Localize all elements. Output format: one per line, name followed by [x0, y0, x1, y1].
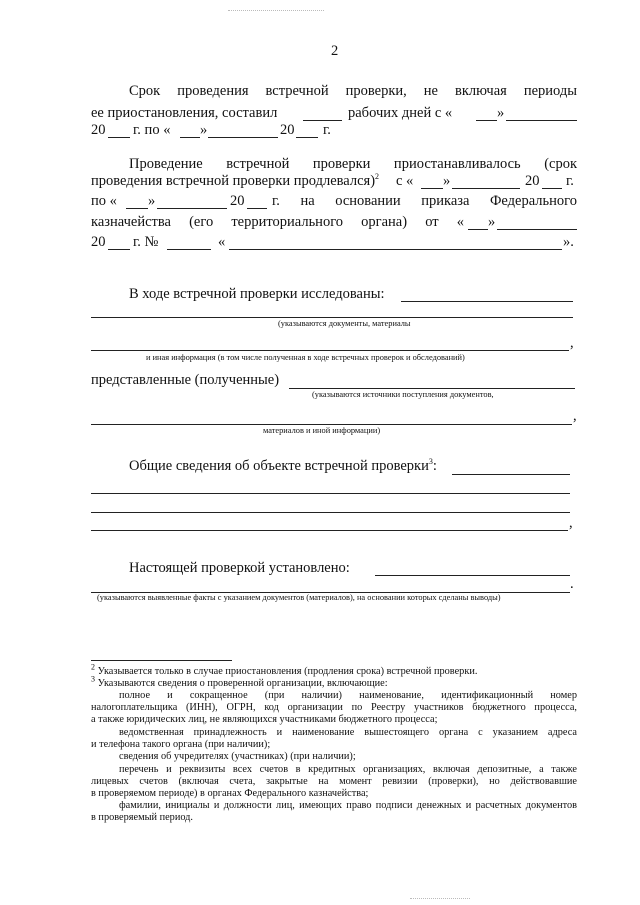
general-field-1[interactable]	[452, 474, 570, 475]
examined-field-1[interactable]	[401, 301, 573, 302]
scan-mark	[228, 10, 324, 11]
footnote-item1-line3: а также юридических лиц, не являющихся участниками бюджетного процесса;	[91, 714, 438, 725]
footnote-ref-2: 2	[375, 172, 380, 182]
established-field-1[interactable]	[375, 575, 570, 576]
start-year-field[interactable]	[108, 137, 130, 138]
period: .	[570, 576, 574, 592]
suspend-end-day-field[interactable]	[126, 208, 148, 209]
days-count-field[interactable]	[303, 120, 342, 121]
order-day-field[interactable]	[468, 229, 488, 230]
footnote-item5-line2: в проверяемый период.	[91, 812, 193, 823]
caption-documents: (указываются документы, материалы	[278, 319, 411, 328]
suspend-end-year-field[interactable]	[247, 208, 267, 209]
examined-heading: В ходе встречной проверки исследованы:	[129, 286, 385, 302]
provided-label: представленные (полученные)	[91, 372, 280, 388]
end-year-field[interactable]	[296, 137, 318, 138]
para1-line3-to: г. по «	[133, 122, 171, 138]
comma: ,	[570, 335, 574, 351]
suspend-start-year-field[interactable]	[542, 188, 562, 189]
order-month-field[interactable]	[497, 229, 577, 230]
footnote-item2-line2: и телефона такого органа (при наличии);	[91, 739, 271, 750]
para2-from: с «	[396, 173, 414, 189]
para1-line1: Срок проведения встречной проверки, не включая периоды	[129, 83, 577, 99]
comma: ,	[573, 408, 577, 424]
para2-line1: Проведение встречной проверки приостанавливалось (срок	[129, 156, 577, 172]
order-number-label: г. №	[133, 234, 159, 250]
examined-field-2[interactable]	[91, 317, 573, 318]
para2-line3-order: г. на основании приказа Федерального	[272, 193, 577, 209]
caption-materials: материалов и иной информации)	[263, 426, 381, 435]
footnote-item4-line2: лицевых счетов (включая счета, закрытые на момент ревизии (проверки), но действовавшие	[91, 776, 577, 787]
footnote-item1-line2: налогоплательщика (ИНН), ОГРН, код организации по Реестру участников бюджетного процесса,	[91, 702, 577, 713]
quote-close: »	[200, 122, 208, 138]
page-number: 2	[331, 43, 339, 59]
footnote-2: $^2$ Указывается только в случае приостановления (продления срока) встречной проверки.	[91, 662, 478, 677]
footnote-separator	[91, 660, 232, 661]
para1-line2-days: рабочих дней с «	[348, 105, 453, 121]
para2-line4-text: казначейства (его территориального органа) от «	[91, 214, 464, 230]
quote-close: »	[148, 193, 156, 209]
established-heading: Настоящей проверкой установлено:	[129, 560, 350, 576]
caption-facts: (указываются выявленные факты с указанием документов (материалов), на основании которых сделаны выводы)	[97, 593, 501, 602]
para1-line2-text: ее приостановления, составил	[91, 105, 278, 121]
order-year-field[interactable]	[108, 249, 130, 250]
year-prefix: 20	[280, 122, 295, 138]
quote-close-period: ».	[563, 234, 574, 250]
general-heading: Общие сведения об объекте встречной проверки$^3$:	[129, 457, 437, 474]
order-number-field[interactable]	[167, 249, 211, 250]
start-month-field[interactable]	[506, 120, 577, 121]
start-day-field[interactable]	[476, 120, 497, 121]
suspend-end-month-field[interactable]	[157, 208, 227, 209]
footnote-item4-line1: перечень и реквизиты всех счетов в кредитных организациях, включая депозитные, а также	[119, 764, 577, 775]
quote-close: »	[488, 214, 496, 230]
year-prefix: 20	[525, 173, 540, 189]
quote-close: »	[443, 173, 451, 189]
caption-other-info: и иная информация (в том числе полученная в ходе встречных проверок и обследований)	[146, 353, 465, 362]
general-field-4[interactable]	[91, 530, 568, 531]
year-prefix: 20	[91, 122, 106, 138]
end-month-field[interactable]	[208, 137, 278, 138]
scan-mark-bottom	[410, 898, 470, 899]
footnote-3-intro: $^3$ Указываются сведения о проверенной организации, включающие:	[91, 674, 388, 689]
quote-open: «	[218, 234, 226, 250]
general-field-3[interactable]	[91, 512, 570, 513]
quote-close: »	[497, 105, 505, 121]
footnote-item1-line1: полное и сокращенное (при наличии) наименование, идентификационный номер	[119, 690, 577, 701]
year-prefix: 20	[230, 193, 245, 209]
provided-field-2[interactable]	[91, 424, 572, 425]
para2-to: по «	[91, 193, 117, 209]
examined-field-3[interactable]	[91, 350, 569, 351]
footnote-item4-line3: в проверяемом периоде) в органах Федерального казначейства;	[91, 788, 369, 799]
year-suffix: г.	[566, 173, 574, 189]
footnote-item3-line1: сведения об учредителях (участниках) (при наличии);	[119, 751, 356, 762]
general-field-2[interactable]	[91, 493, 570, 494]
suspend-start-day-field[interactable]	[421, 188, 443, 189]
order-title-field[interactable]	[229, 249, 562, 250]
comma: ,	[569, 515, 573, 531]
caption-sources: (указываются источники поступления документов,	[312, 390, 494, 399]
footnote-item2-line1: ведомственная принадлежность и наименование вышестоящего органа с указанием адреса	[119, 727, 577, 738]
year-prefix: 20	[91, 234, 106, 250]
footnote-ref-3: 3	[428, 457, 433, 467]
provided-field-1[interactable]	[289, 388, 575, 389]
para2-line2-text: проведения встречной проверки продлевался)$^2$	[91, 172, 380, 189]
end-day-field[interactable]	[180, 137, 200, 138]
year-suffix: г.	[323, 122, 331, 138]
footnote-item5-line1: фамилии, инициалы и должности лиц, имеющих право подписи денежных и расчетных документов	[119, 800, 577, 811]
suspend-start-month-field[interactable]	[452, 188, 520, 189]
